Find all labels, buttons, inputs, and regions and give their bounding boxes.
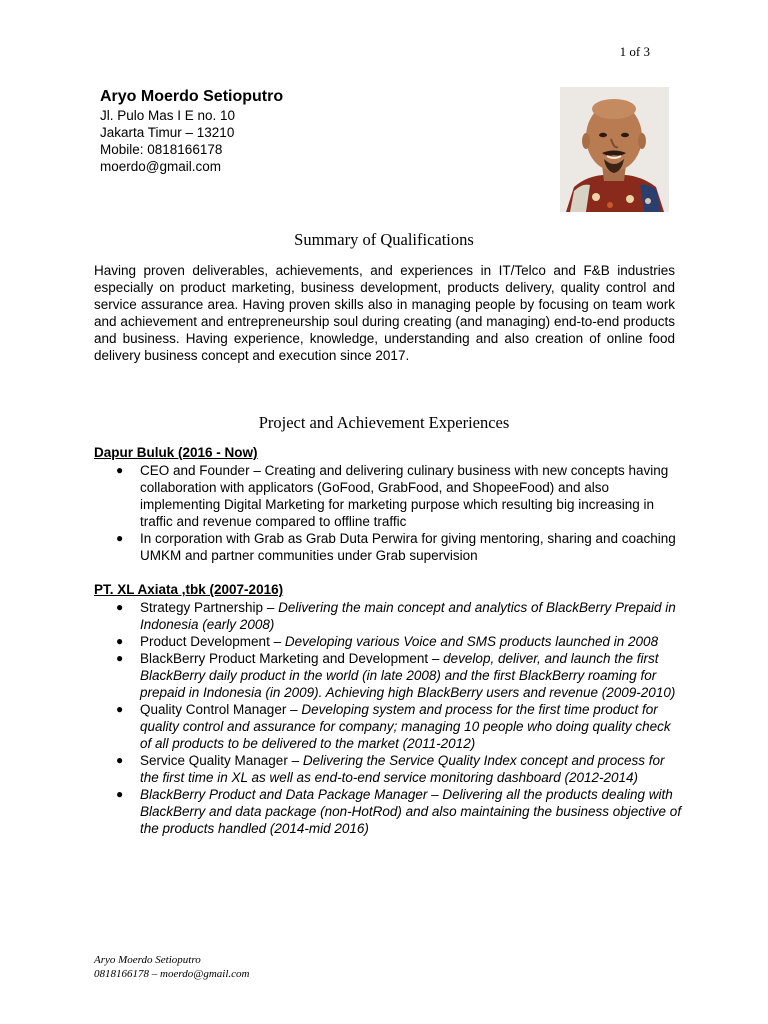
- item-description: Delivering the main concept and analytics of BlackBerry Prepaid in Indonesia (early 2008): [140, 600, 676, 632]
- bullet-list: [94, 462, 684, 564]
- list-item: [94, 752, 684, 786]
- item-role: Product Development –: [140, 634, 285, 649]
- email-address: moerdo@gmail.com: [100, 159, 221, 174]
- list-item: [94, 786, 684, 837]
- list-item: [94, 701, 684, 752]
- list-item: [94, 633, 684, 650]
- bullet-list: [94, 599, 684, 837]
- profile-photo-illustration: [560, 87, 669, 212]
- address-line-1: Jl. Pulo Mas I E no. 10: [100, 108, 236, 123]
- item-role: Quality Control Manager –: [140, 702, 302, 717]
- list-item: [94, 530, 684, 564]
- item-role: BlackBerry Product Marketing and Development –: [140, 651, 444, 666]
- item-description: BlackBerry Product and Data Package Manager – Delivering all the products dealing with BlackBerry and data package (non-HotRod) and also maintaining the business objective of the products handled (2014-mid 2016): [140, 787, 682, 836]
- bullet-icon: ●: [116, 787, 124, 801]
- bullet-icon: ●: [116, 702, 124, 716]
- footer-name: Aryo Moerdo Setioputro: [94, 954, 201, 966]
- bullet-icon: ●: [116, 634, 124, 648]
- summary-paragraph: Having proven deliverables, achievements, and experiences in IT/Telco and F&B industries especially on product marketing, business development, products delivery, quality control and service assurance area. Having proven skills also in managing people by focusing on team work and achievement and entrepreneurship soul during creating (and managing) end-to-end products and business. Having experience, knowledge, understanding and also creation of online food delivery business concept and execution since 2017.: [94, 263, 675, 363]
- address-line-2: Jakarta Timur – 13210: [100, 125, 235, 140]
- page-footer: [94, 953, 249, 981]
- bullet-icon: ●: [116, 753, 124, 767]
- page-number: 1 of 3: [619, 44, 650, 59]
- item-role: In corporation with Grab as Grab Duta Perwira for giving mentoring, sharing and coaching UMKM and partner communities under Grab supervision: [140, 531, 676, 563]
- experience-heading: Project and Achievement Experiences: [258, 413, 510, 432]
- mobile-number: Mobile: 0818166178: [100, 142, 223, 157]
- item-role: Strategy Partnership –: [140, 600, 279, 615]
- bullet-icon: ●: [116, 463, 124, 477]
- company-heading: Dapur Buluk (2016 - Now): [94, 445, 258, 460]
- summary-heading: Summary of Qualifications: [294, 230, 474, 249]
- company-heading: PT. XL Axiata ,tbk (2007-2016): [94, 582, 284, 597]
- item-role: Service Quality Manager –: [140, 753, 303, 768]
- item-description: Delivering the Service Quality Index concept and process for the first time in XL as well as end-to-end service monitoring dashboard (2012-2014): [140, 753, 665, 785]
- bullet-icon: ●: [116, 600, 124, 614]
- item-role: CEO and Founder – Creating and delivering culinary business with new concepts having collaboration with applicators (GoFood, GrabFood, and ShopeeFood) and also implementing Digital Marketing for marketing purpose which resulting big increasing in traffic and revenue compared to offline traffic: [140, 463, 669, 529]
- item-description: Developing various Voice and SMS products launched in 2008: [284, 634, 659, 649]
- contact-header: [100, 88, 283, 175]
- candidate-name: Aryo Moerdo Setioputro: [100, 88, 284, 105]
- profile-photo: [560, 87, 669, 212]
- item-description: Developing system and process for the first time product for quality control and assurance for company; managing 10 people who doing quality check of all products to be delivered to the market (2011-2012): [140, 702, 671, 751]
- bullet-icon: ●: [116, 651, 124, 665]
- list-item: [94, 462, 684, 530]
- bullet-icon: ●: [116, 531, 124, 545]
- item-description: develop, deliver, and launch the first BlackBerry daily product in the world (in late 2008) and the first BlackBerry roaming for prepaid in Indonesia (in 2009). Achieving high BlackBerry users and revenue (2009-2010): [140, 651, 676, 700]
- footer-contact: 0818166178 – moerdo@gmail.com: [94, 968, 250, 980]
- list-item: [94, 650, 684, 701]
- list-item: [94, 599, 684, 633]
